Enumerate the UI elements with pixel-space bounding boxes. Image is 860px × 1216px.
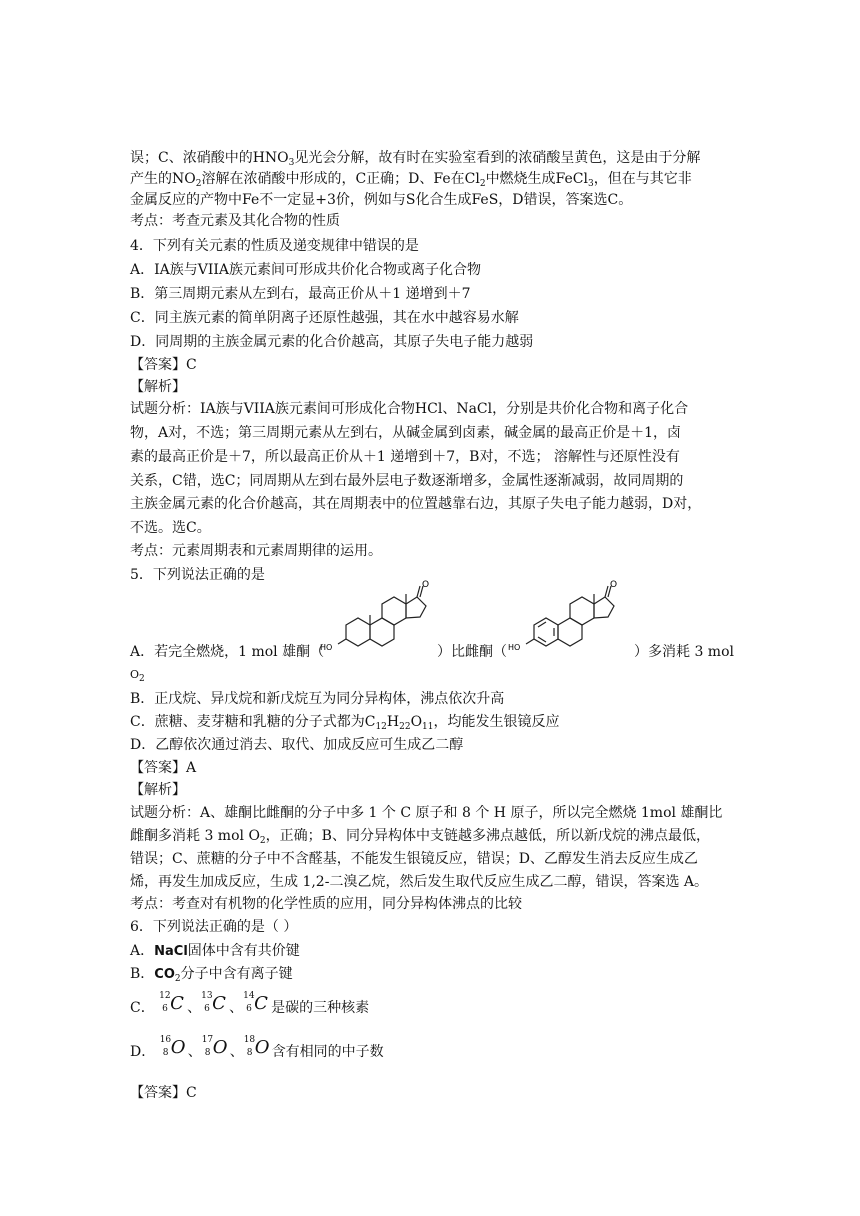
hydroxyl-label: HO	[320, 643, 333, 652]
text-line: 误；C、浓硝酸中的$HNO_3$见光会分解，故有时在实验室看到的浓硝酸呈黄色，这是由于分解	[130, 150, 701, 168]
ring-a	[346, 618, 370, 646]
option-5d: D．乙醇依次通过消去、取代、加成反应可生成乙二醇	[130, 737, 464, 753]
option-5a-middle: ）比雌酮（	[437, 644, 507, 660]
analysis-5-heading: 【解析】	[130, 782, 186, 798]
analysis-5-line: 试题分析：A、雄酮比雌酮的分子中多 1 个 C 原子和 8 个 H 原子，所以完全燃烧 1mol 雄酮比	[130, 805, 723, 821]
answer-6: 【答案】C	[130, 1085, 197, 1101]
option-5a-end: ）多消耗 3 mol	[634, 644, 734, 660]
text-line: 产生的$NO_2$溶解在浓硝酸中形成的，C正确；D、Fe在$Cl_2$中燃烧生成FeCl$_3$，但在与其它非	[130, 171, 692, 189]
ring-c	[382, 597, 406, 625]
isotope-c12: 12 6 C	[159, 991, 184, 1014]
option-5c: C．蔗糖、麦芽糖和乳糖的分子式都为$C_{12}H_{22}O_{11}$，均能发生银镜反应	[130, 714, 560, 732]
isotope-o17: 17 8 O	[201, 1035, 228, 1058]
ring-d	[594, 597, 614, 618]
analysis-4-line: 物，A对，不选；第三周期元素从左到右，从碱金属到卤素，碱金属的最高正价是＋1，卤	[130, 425, 682, 441]
question-5: 5．下列说法正确的是	[130, 567, 265, 583]
analysis-4-line: 素的最高正价是＋7，所以最高正价从＋1 递增到＋7，B对，不选； 溶解性与还原性没有	[130, 449, 680, 465]
option-6a: A．NaCl固体中含有共价键	[130, 943, 300, 959]
option-4c: C．同主族元素的简单阴离子还原性越强，其在水中越容易水解	[130, 310, 519, 326]
analysis-4-line: 试题分析：IA族与VIIA族元素间可形成化合物HCl、NaCl，分别是共价化合物和离子化合	[130, 401, 689, 417]
androsterone-structure	[316, 578, 444, 664]
ring-c	[570, 597, 594, 625]
analysis-4-line: 主族金属元素的化合价越高，其在周期表中的位置越靠右边，其原子失电子能力越弱，D对，	[130, 496, 702, 512]
ring-b	[558, 618, 582, 646]
text-line: 金属反应的产物中Fe不一定显+3价，例如与S化合生成FeS，D错误，答案选C。	[130, 192, 633, 208]
option-6d: D． 16 8 O 、 17 8 O 、 18 8 O 含有相同的中子数	[130, 1035, 384, 1060]
analysis-5-line: 雌酮多消耗 3 mol $O_2$，正确；B、同分异构体中支链越多沸点越低，所以新戊烷的沸点最低，	[130, 828, 710, 846]
hydroxyl-label: HO	[508, 643, 521, 652]
carbonyl-oxygen: O	[610, 580, 618, 590]
answer-5: 【答案】A	[130, 760, 197, 776]
option-6c: C． 12 6 C 、 13 6 C 、 14 6 C 是碳的三种核素	[130, 991, 370, 1016]
carbonyl-oxygen: O	[422, 580, 430, 590]
topic-line: 考点：考查对有机物的化学性质的应用，同分异构体沸点的比较	[130, 896, 522, 912]
analysis-4-line: 关系，C错，选C；同周期从左到右最外层电子数逐渐增多，金属性逐渐减弱，故同周期的	[130, 473, 684, 489]
ring-b	[370, 618, 394, 646]
ring-d	[406, 597, 426, 618]
analysis-4-line: 不选。选C。	[130, 520, 211, 536]
estrone-structure	[504, 578, 640, 664]
question-6: 6．下列说法正确的是（ ）	[130, 919, 298, 935]
analysis-4-heading: 【解析】	[130, 379, 186, 395]
option-5b: B．正戊烷、异戊烷和新戊烷互为同分异构体，沸点依次升高	[130, 691, 505, 707]
isotope-o16: 16 8 O	[159, 1035, 186, 1058]
topic-line: 考点：考查元素及其化合物的性质	[130, 213, 340, 229]
option-5a-o2: $O_2$	[130, 668, 145, 684]
isotope-c14: 14 6 C	[243, 991, 268, 1014]
option-4b: B．第三周期元素从左到右，最高正价从＋1 递增到＋7	[130, 286, 471, 302]
option-6b: B．$CO_2$分子中含有离子键	[130, 966, 293, 984]
analysis-5-line: 错误；C、蔗糖的分子中不含醛基，不能发生银镜反应，错误；D、乙醇发生消去反应生成乙	[130, 851, 698, 867]
question-4: 4．下列有关元素的性质及递变规律中错误的是	[130, 238, 419, 254]
option-4d: D．同周期的主族金属元素的化合价越高，其原子失电子能力越弱	[130, 334, 534, 350]
isotope-c13: 13 6 C	[201, 991, 226, 1014]
isotope-o18: 18 8 O	[243, 1035, 270, 1058]
option-5a: A．若完全燃烧，1 mol 雄酮（	[130, 644, 325, 660]
option-4a: A．IA族与VIIA族元素间可形成共价化合物或离子化合物	[130, 262, 482, 278]
analysis-5-line: 烯，再发生加成反应，生成 1,2-二溴乙烷，然后发生取代反应生成乙二醇，错误，答案选 A。	[130, 874, 709, 890]
topic-line: 考点：元素周期表和元素周期律的运用。	[130, 543, 382, 559]
answer-4: 【答案】C	[130, 357, 197, 373]
